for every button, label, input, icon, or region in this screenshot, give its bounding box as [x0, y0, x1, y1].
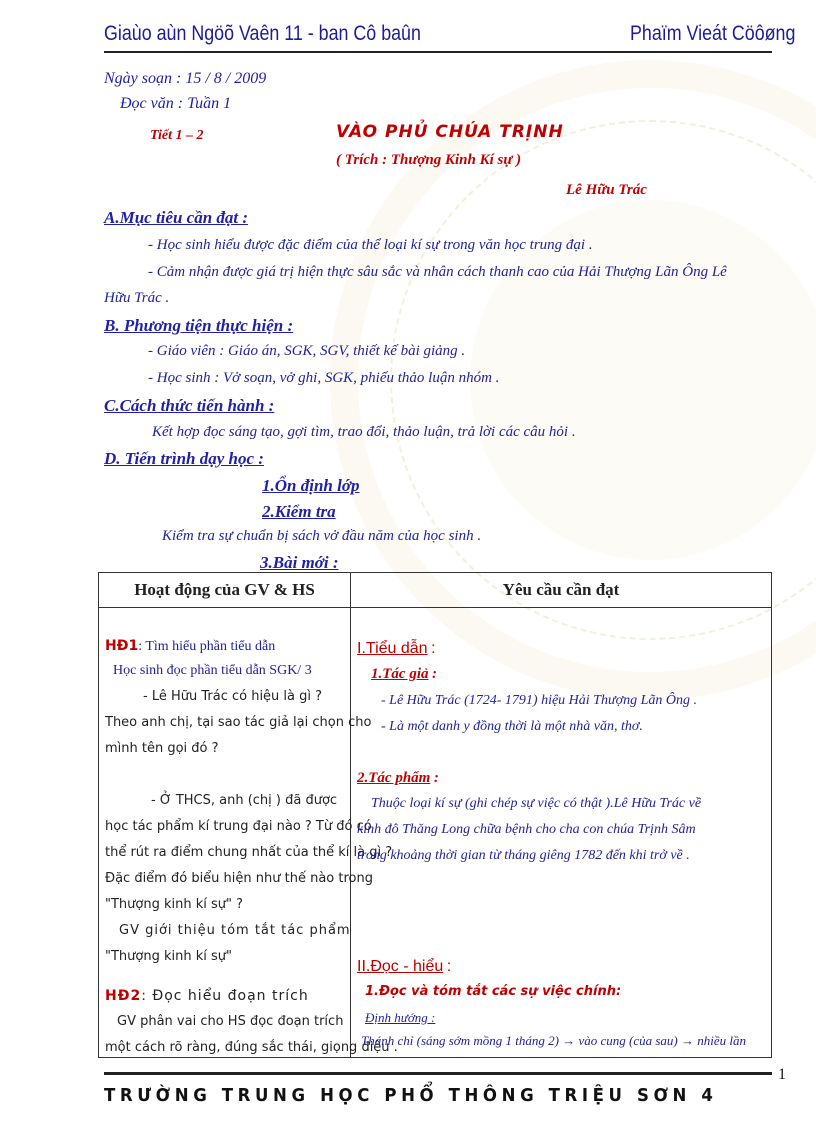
- header-divider: [104, 51, 772, 53]
- requirement-line: Định hướng :: [365, 1010, 436, 1025]
- header-course-title: Giaùo aùn Ngöõ Vaên 11 - ban Cô baûn: [104, 22, 421, 45]
- section-c-heading: C.Cách thức tiến hành :: [104, 396, 275, 415]
- section-b-line: - Học sinh : Vở soạn, vở ghi, SGK, phiếu thảo luận nhóm .: [148, 370, 500, 386]
- activity-1-tag: HĐ1: [105, 638, 139, 654]
- section-a-heading: A.Mục tiêu cần đạt :: [104, 208, 249, 227]
- section-b-line: - Giáo viên : Giáo án, SGK, SGV, thiết kế bài giảng .: [148, 343, 466, 359]
- requirement-heading: I.Tiểu dẫn :: [357, 640, 436, 657]
- activity-line: [105, 638, 275, 655]
- requirement-line: Thuộc loại kí sự (ghi chép sự việc có thật ).Lê Hữu Trác về: [371, 796, 702, 811]
- lesson-source: ( Trích : Thượng Kinh Kí sự ): [336, 152, 522, 168]
- requirement-line: Thánh chỉ (sáng sớm mồng 1 tháng 2) → vào cung (của sau) → nhiều lần: [361, 1033, 746, 1048]
- column-header-activities: Hoạt động của GV & HS: [99, 573, 351, 608]
- activity-line: mình tên gọi đó ?: [105, 741, 219, 756]
- activity-2-tag: HĐ2: [105, 988, 142, 1004]
- header-author-name: Phaïm Vieát Cöôøng: [630, 22, 796, 45]
- activity-line: học tác phẩm kí trung đại nào ? Từ đó có: [105, 819, 372, 834]
- activity-line: GV phân vai cho HS đọc đoạn trích: [117, 1014, 344, 1029]
- activity-line: GV giới thiệu tóm tắt tác phẩm: [119, 923, 351, 938]
- activity-line: "Thượng kinh kí sự" ?: [105, 897, 244, 912]
- column-header-requirements: Yêu cầu cần đạt: [351, 573, 772, 608]
- lesson-title: VÀO PHỦ CHÚA TRỊNH: [336, 122, 564, 142]
- activity-line: [105, 988, 309, 1005]
- requirements-cell: [351, 608, 772, 1058]
- lesson-author: Lê Hữu Trác: [566, 182, 647, 198]
- activity-line: Đặc điểm đó biểu hiện như thế nào trong: [105, 871, 373, 886]
- footer-divider: [104, 1072, 772, 1075]
- activity-line: - Ở THCS, anh (chị ) đã được: [151, 793, 338, 808]
- step-2-text: Kiểm tra sự chuẩn bị sách vở đầu năm của học sinh .: [162, 528, 482, 544]
- right-arrow-icon: →: [681, 1033, 694, 1048]
- work-subheading: 2.Tác phẩm: [357, 770, 431, 786]
- subject-week: Đọc văn : Tuần 1: [120, 95, 232, 112]
- lesson-period: Tiết 1 – 2: [150, 128, 204, 143]
- activity-2-title: : Đọc hiểu đoạn trích: [141, 988, 309, 1004]
- section-a-line: - Học sinh hiểu được đặc điểm của thể loại kí sự trong văn học trung đại .: [148, 237, 593, 253]
- section-b-heading: B. Phương tiện thực hiện :: [104, 316, 294, 335]
- page-number: 1: [778, 1066, 786, 1083]
- requirement-subheading: 2.Tác phẩm :: [357, 770, 439, 786]
- activity-line: Học sinh đọc phần tiểu dẫn SGK/ 3: [113, 663, 312, 678]
- reading-subheading: 1.Đọc và tóm tắt các sự việc chính:: [365, 984, 622, 999]
- activity-line: thể rút ra điểm chung nhất của thể kí là gì ?: [105, 845, 393, 860]
- right-arrow-icon: →: [562, 1033, 576, 1048]
- author-subheading: 1.Tác giả: [371, 666, 429, 682]
- step-2-heading: 2.Kiểm tra: [262, 502, 336, 521]
- step-1-heading: 1.Ổn định lớp: [262, 476, 360, 495]
- footer-school-name: TRƯỜNG TRUNG HỌC PHỔ THÔNG TRIỆU SƠN 4: [104, 1085, 718, 1106]
- requirement-heading: II.Đọc - hiểu :: [357, 958, 452, 975]
- section-d-heading: D. Tiến trình dạy học :: [104, 449, 264, 468]
- requirement-line: trong khoảng thời gian từ tháng giêng 1782 đến khi trở về .: [357, 848, 690, 863]
- part-2-heading: II.Đọc - hiểu: [357, 958, 444, 975]
- section-a-line: Hữu Trác .: [104, 290, 170, 306]
- activity-1-title: : Tìm hiểu phần tiểu dẫn: [138, 639, 276, 654]
- activity-line: "Thượng kinh kí sự": [105, 949, 232, 964]
- lesson-table: [98, 572, 772, 1058]
- section-a-line: - Cảm nhận được giá trị hiện thực sâu sắc và nhân cách thanh cao của Hải Thượng Lãn Ông Lê: [148, 264, 727, 280]
- requirement-line: - Là một danh y đồng thời là một nhà văn, thơ.: [381, 719, 643, 734]
- requirement-subheading: 1.Tác giả :: [371, 666, 437, 682]
- activity-line: một cách rõ ràng, đúng sắc thái, giọng điệu .: [105, 1040, 398, 1055]
- requirement-line: - Lê Hữu Trác (1724- 1791) hiệu Hải Thượng Lãn Ông .: [381, 693, 697, 708]
- requirement-line: kinh đô Thăng Long chữa bệnh cho cha con chúa Trịnh Sâm: [357, 822, 696, 837]
- activity-line: Theo anh chị, tại sao tác giả lại chọn cho: [105, 715, 372, 730]
- background-seal-center: [470, 200, 816, 560]
- preparation-date: Ngày soạn : 15 / 8 / 2009: [104, 70, 267, 87]
- section-c-line: Kết hợp đọc sáng tạo, gợi tìm, trao đổi, thảo luận, trả lời các câu hỏi .: [152, 424, 576, 440]
- step-3-heading: 3.Bài mới :: [260, 553, 339, 572]
- part-1-heading: I.Tiểu dẫn: [357, 640, 428, 657]
- activity-line: - Lê Hữu Trác có hiệu là gì ?: [143, 689, 323, 704]
